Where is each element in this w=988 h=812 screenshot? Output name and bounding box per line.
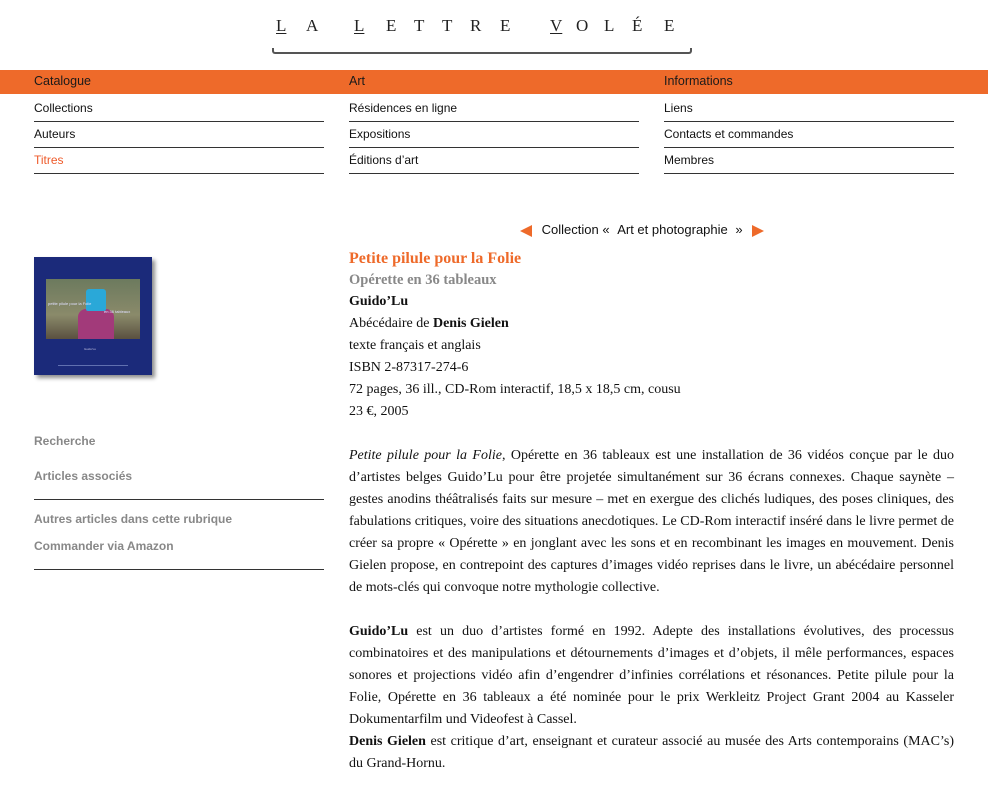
- logo-letter: L: [354, 16, 365, 35]
- book-price: 23 €, 2005: [349, 404, 409, 419]
- pager-prefix: Collection «: [541, 222, 610, 237]
- logo-letter: E: [500, 16, 511, 35]
- author-bio-text: est critique d’art, enseignant et curateur associé au musée des Arts contemporains (MAC’s) du Grand-Hornu.: [349, 734, 954, 771]
- cover-line: [58, 365, 128, 366]
- collection-link[interactable]: Art et photographie: [617, 222, 728, 237]
- sidebar-item-articles-associes[interactable]: Articles associés: [34, 465, 324, 500]
- logo-letter: R: [470, 16, 482, 35]
- cover-text: en 36 tableaux: [104, 309, 131, 314]
- nav-item-collections[interactable]: Collections: [34, 96, 324, 122]
- sidebar-item-amazon[interactable]: Commander via Amazon: [34, 535, 324, 570]
- nav-list-catalogue: [34, 96, 324, 174]
- abc-prefix: Abécédaire de: [349, 316, 433, 331]
- book-pages: 72 pages, 36 ill., CD-Rom interactif, 18,5 x 18,5 cm, cousu: [349, 382, 681, 397]
- sidebar-item-autres-articles[interactable]: Autres articles dans cette rubrique: [34, 512, 233, 526]
- artist-bio-text: est un duo d’artistes formé en 1992. Adepte des installations évolutives, des processus combinatoires et des manipulations et détournements d’images et d’objets, il mêle performances, espaces sonores et projections vidéo afin d’engendrer d’infinies corrélations et résonances. Petite pilule pour la Folie, Opérette en 36 tableaux a été nominée pour le prix Werkleitz Project Grant 2004 au Kasseler Dokumentarfilm und Videofest à Cassel.: [349, 624, 954, 727]
- book-subtitle: Opérette en 36 tableaux: [349, 272, 497, 288]
- nav-item-auteurs[interactable]: Auteurs: [34, 122, 324, 148]
- logo-letter: A: [306, 16, 319, 35]
- desc-text: , Opérette en 36 tableaux est une installation de 36 vidéos conçue par le duo d’artistes belges Guido’Lu pour être projetée simultanément sur 36 écrans connexes. Chaque saynète – gestes anodins théâtralisés faits sur mesure – met en exergue des clichés ludiques, des poses cliniques, des fabulations critiques, voire des situations anecdotiques. Le CD-Rom interactif inséré dans le livre permet de créer sa propre « Opérette » en jonglant avec les sons et en recombinant les images en mouvement. Denis Gielen propose, en contrepoint des captures d’images vidéo reprises dans le livre, un abécédaire personnel de mots-clés qui convoque notre mythologie collective.: [349, 448, 954, 595]
- abc-author[interactable]: Denis Gielen: [432, 316, 509, 331]
- artist-name[interactable]: Guido’Lu: [349, 294, 409, 309]
- nav-item-liens[interactable]: Liens: [664, 96, 954, 122]
- logo-letter: V: [550, 16, 563, 35]
- nav-item-titres[interactable]: Titres: [34, 148, 324, 174]
- logo-letter: O: [576, 16, 589, 35]
- logo-letter: L: [276, 16, 287, 35]
- nav-list-informations: [664, 96, 954, 174]
- description-paragraph: [349, 445, 954, 599]
- logo-letter: T: [414, 16, 425, 35]
- logo-rule: [272, 48, 692, 54]
- pager-suffix: »: [735, 222, 743, 237]
- logo-letter: L: [604, 16, 615, 35]
- nav-head-catalogue[interactable]: Catalogue: [34, 74, 91, 88]
- logo-wordmark: [272, 16, 692, 40]
- book-abecedaire: [349, 313, 954, 335]
- nav-item-membres[interactable]: Membres: [664, 148, 954, 174]
- book-artist: [349, 291, 954, 313]
- book-isbn: ISBN 2-87317-274-6: [349, 360, 469, 375]
- book-title: Petite pilule pour la Folie: [349, 250, 522, 267]
- author-bio-name: Denis Gielen: [349, 734, 426, 749]
- nav-list-art: [349, 96, 639, 174]
- sidebar-links: [34, 430, 324, 570]
- previous-arrow-icon[interactable]: [520, 225, 532, 237]
- logo-letter: E: [386, 16, 397, 35]
- main-nav-bar: [0, 70, 988, 94]
- cover-bucket: [86, 289, 106, 311]
- sidebar-item-recherche[interactable]: Recherche: [34, 434, 96, 448]
- artist-bio-name: Guido’Lu: [349, 624, 409, 639]
- cover-text: petite pilule pour la Folie: [48, 301, 92, 306]
- artist-paragraph: [349, 621, 954, 731]
- desc-title: Petite pilule pour la Folie: [349, 448, 502, 463]
- nav-item-editions[interactable]: Éditions d’art: [349, 148, 639, 174]
- nav-head-informations[interactable]: Informations: [664, 74, 733, 88]
- nav-head-art[interactable]: Art: [349, 74, 365, 88]
- logo-letter: E: [664, 16, 675, 35]
- nav-item-contacts[interactable]: Contacts et commandes: [664, 122, 954, 148]
- cover-text: Guido'Lu: [84, 347, 96, 351]
- logo-letter: T: [442, 16, 453, 35]
- site-logo[interactable]: [272, 8, 692, 54]
- next-arrow-icon[interactable]: [752, 225, 764, 237]
- logo-letter: É: [632, 16, 643, 35]
- collection-pager: [520, 222, 764, 240]
- nav-item-expositions[interactable]: Expositions: [349, 122, 639, 148]
- article-content: [349, 249, 954, 775]
- author-paragraph: [349, 731, 954, 775]
- book-cover-image[interactable]: [34, 257, 152, 375]
- book-language: texte français et anglais: [349, 338, 481, 353]
- nav-item-residences[interactable]: Résidences en ligne: [349, 96, 639, 122]
